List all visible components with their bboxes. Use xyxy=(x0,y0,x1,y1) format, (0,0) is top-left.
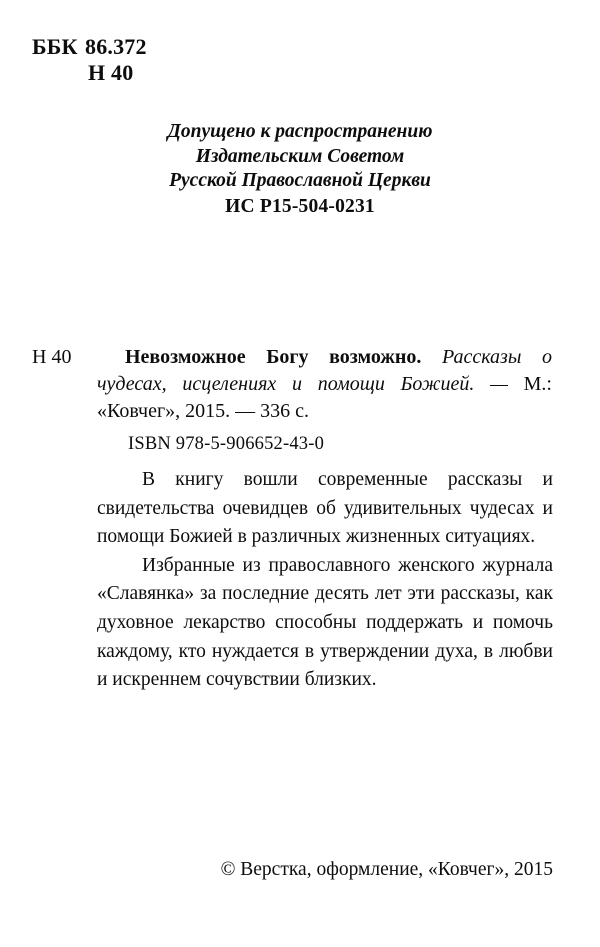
author-mark: Н 40 xyxy=(88,60,134,85)
biblio-author-mark: Н 40 xyxy=(32,346,72,368)
annotation-block xyxy=(97,466,553,695)
church-approval-block xyxy=(0,120,600,219)
isbn-line: ISBN 978-5-906652-43-0 xyxy=(128,434,325,454)
bbk-row-primary xyxy=(32,34,147,60)
approval-line-3: Русской Православной Церкви xyxy=(169,170,431,191)
book-title: Невозможное Богу возможно. xyxy=(125,346,422,368)
copyright-notice: © Верстка, оформление, «Ковчег», 2015 xyxy=(220,859,553,880)
annotation-paragraph-2: Избранные из православного женского журнала «Славянка» за последние десять лет эти рассказы, как духовное лекарство способны поддержать и помочь каждому, кто нуждается в утверждении духа, в любви и искреннем сочувствии близких. xyxy=(97,554,553,691)
bbk-label: ББК xyxy=(32,34,78,59)
book-subtitle: Рассказы о чудесах, исцелениях и помощи Божией. — xyxy=(97,346,552,395)
bbk-code: 86.372 xyxy=(85,34,147,59)
approval-code: ИС Р15-504-0231 xyxy=(225,195,375,217)
annotation-paragraph-1: В книгу вошли современные рассказы и свидетельства очевидцев об удивительных чудесах и помощи Божией в различных жизненных ситуациях. xyxy=(97,469,553,548)
approval-line-1: Допущено к распространению xyxy=(167,121,433,142)
book-imprint: М.: «Ковчег», 2015. — 336 с. xyxy=(97,373,552,422)
biblio-description xyxy=(97,344,552,425)
approval-line-2: Издательским Советом xyxy=(195,145,405,167)
bbk-classification-block xyxy=(32,34,147,86)
bibliographic-entry xyxy=(32,344,552,425)
